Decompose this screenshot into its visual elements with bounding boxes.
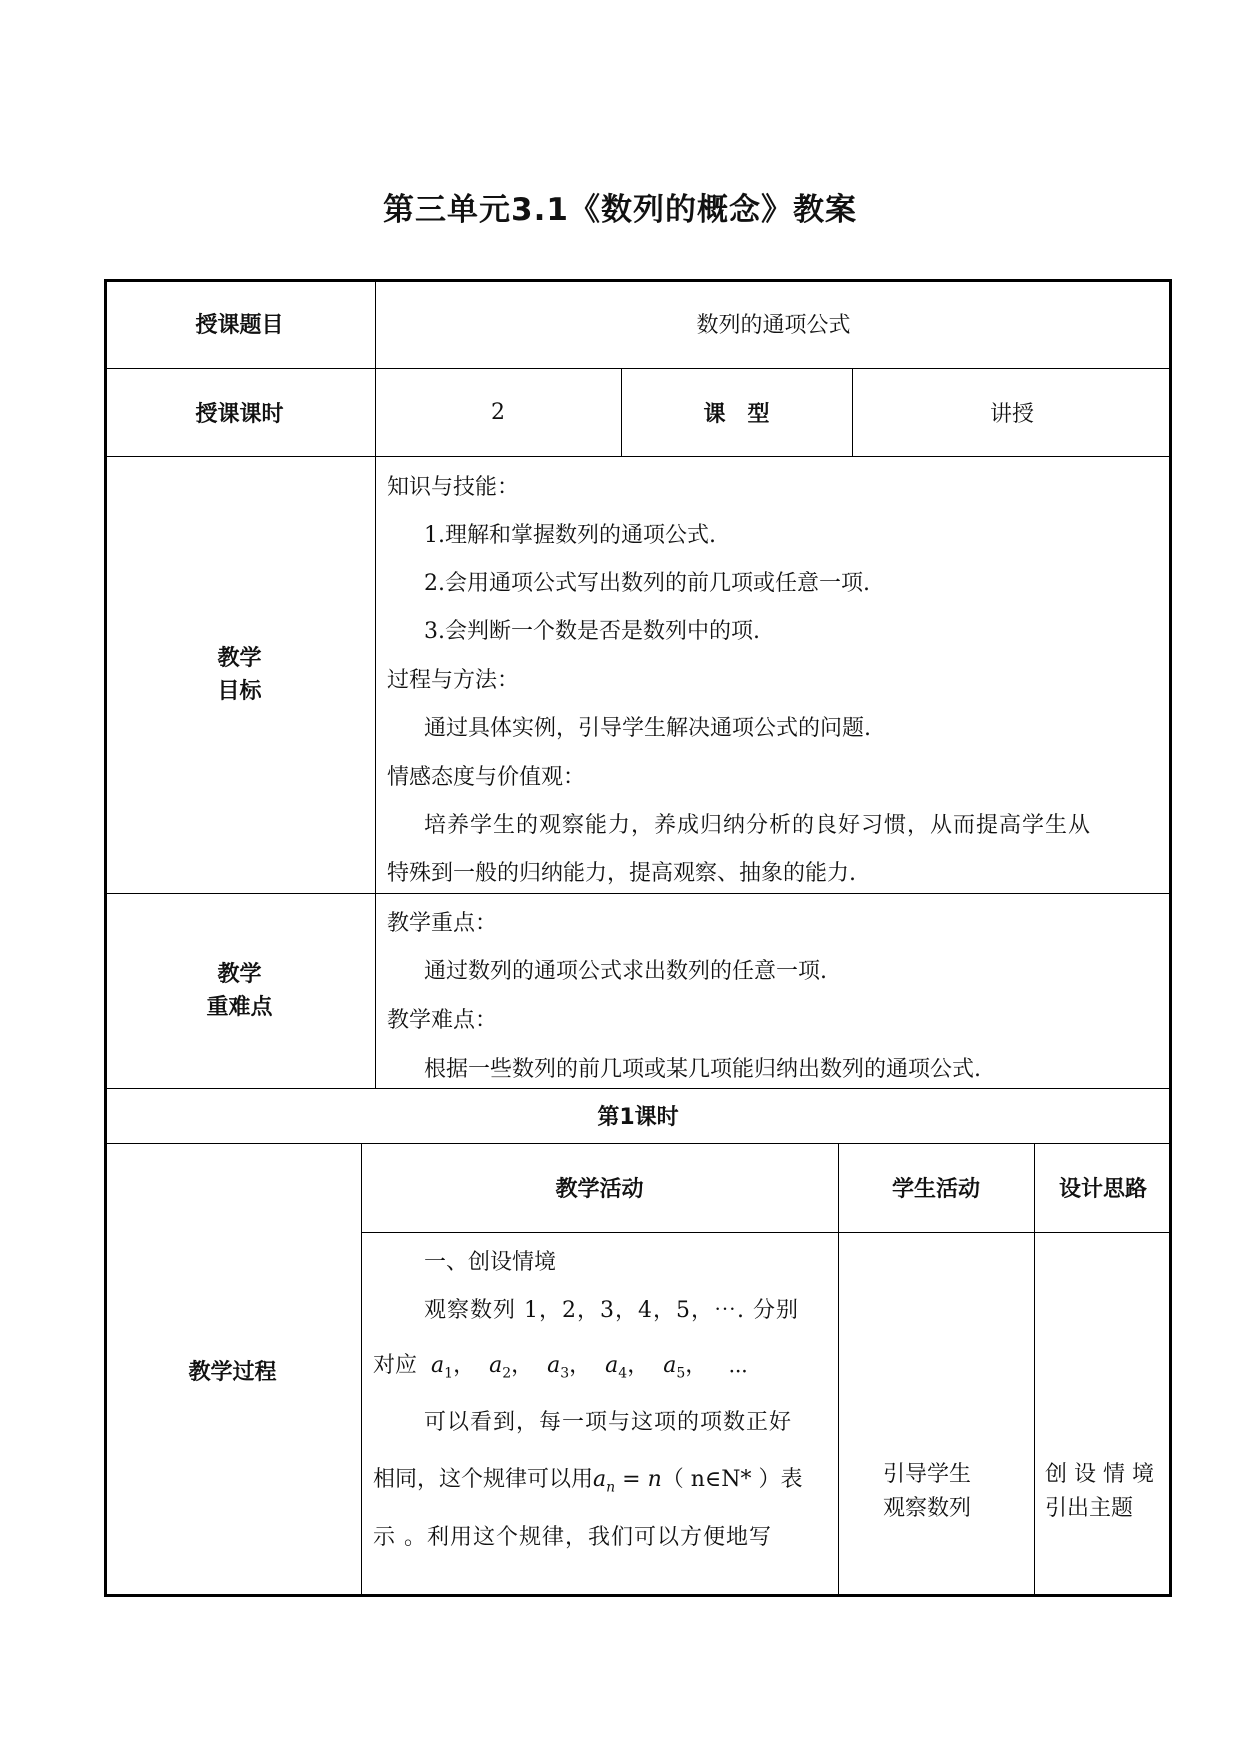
page-title: 第三单元3.1《数列的概念》教案 — [383, 192, 857, 228]
design-idea-header: 设计思路 — [1058, 1177, 1147, 1202]
teacher-activity-header: 教学活动 — [555, 1177, 644, 1202]
emotion-line-2: 特殊到一般的归纳能力，提高观察、抽象的能力. — [387, 861, 856, 886]
topic-label: 授课题目 — [195, 313, 284, 338]
student-activity-text: 引导学生 观察数列 — [883, 1462, 972, 1521]
para2-line-3: 示 。利用这个规律，我们可以方便地写 — [373, 1525, 772, 1550]
emotion-heading: 情感态度与价值观： — [387, 765, 586, 790]
para2-line-2: 相同，这个规律可以用$a_n = n$（ n∈N* ）表 — [373, 1467, 803, 1496]
key-points-label-line2: 重难点 — [206, 994, 273, 1020]
emotion-line-1: 培养学生的观察能力，养成归纳分析的良好习惯，从而提高学生从 — [424, 813, 1092, 838]
para1-prefix: 对应 — [373, 1353, 418, 1378]
section-heading: 一、创设情境 — [424, 1250, 557, 1275]
objectives-label-line2: 目标 — [217, 678, 262, 704]
objectives-label — [104, 456, 375, 893]
difficult-text: 根据一些数列的前几项或某几项能归纳出数列的通项公式. — [424, 1057, 981, 1082]
knowledge-item-2: 2.会用通项公式写出数列的前几项或任意一项. — [424, 571, 870, 596]
para1-line-1: 观察数列 1，2，3，4，5，⋯. 分别 — [424, 1298, 799, 1323]
process-heading: 过程与方法： — [387, 668, 520, 693]
student-activity-header: 学生活动 — [891, 1177, 980, 1202]
knowledge-heading: 知识与技能： — [387, 475, 520, 500]
para2-line-1: 可以看到，每一项与这项的项数正好 — [424, 1410, 793, 1435]
topic-value: 数列的通项公式 — [696, 313, 851, 338]
lesson-header: 第1课时 — [597, 1105, 679, 1130]
difficult-heading: 教学难点： — [387, 1008, 498, 1033]
knowledge-item-3: 3.会判断一个数是否是数列中的项. — [424, 619, 760, 644]
process-text: 通过具体实例，引导学生解决通项公式的问题. — [424, 716, 871, 741]
para1-line-2: 对应 $a_1$， $a_2$， $a_3$， $a_4$， $a_5$， ⋯ — [373, 1353, 749, 1382]
key-text: 通过数列的通项公式求出数列的任意一项. — [424, 959, 827, 984]
design-idea-text: 创 设 情 境 引出主题 — [1045, 1462, 1154, 1521]
key-points-label — [104, 893, 375, 1088]
key-heading: 教学重点： — [387, 911, 498, 936]
lesson-type-label: 课 型 — [703, 401, 770, 427]
objectives-label-line1: 教学 — [217, 645, 262, 671]
process-label: 教学过程 — [188, 1359, 277, 1385]
hours-label: 授课课时 — [195, 401, 284, 427]
hours-value: 2 — [491, 399, 505, 425]
lesson-type-value: 讲授 — [989, 401, 1034, 427]
key-points-label-line1: 教学 — [217, 961, 262, 987]
knowledge-item-1: 1.理解和掌握数列的通项公式. — [424, 523, 716, 548]
row-divider — [361, 1232, 1172, 1233]
